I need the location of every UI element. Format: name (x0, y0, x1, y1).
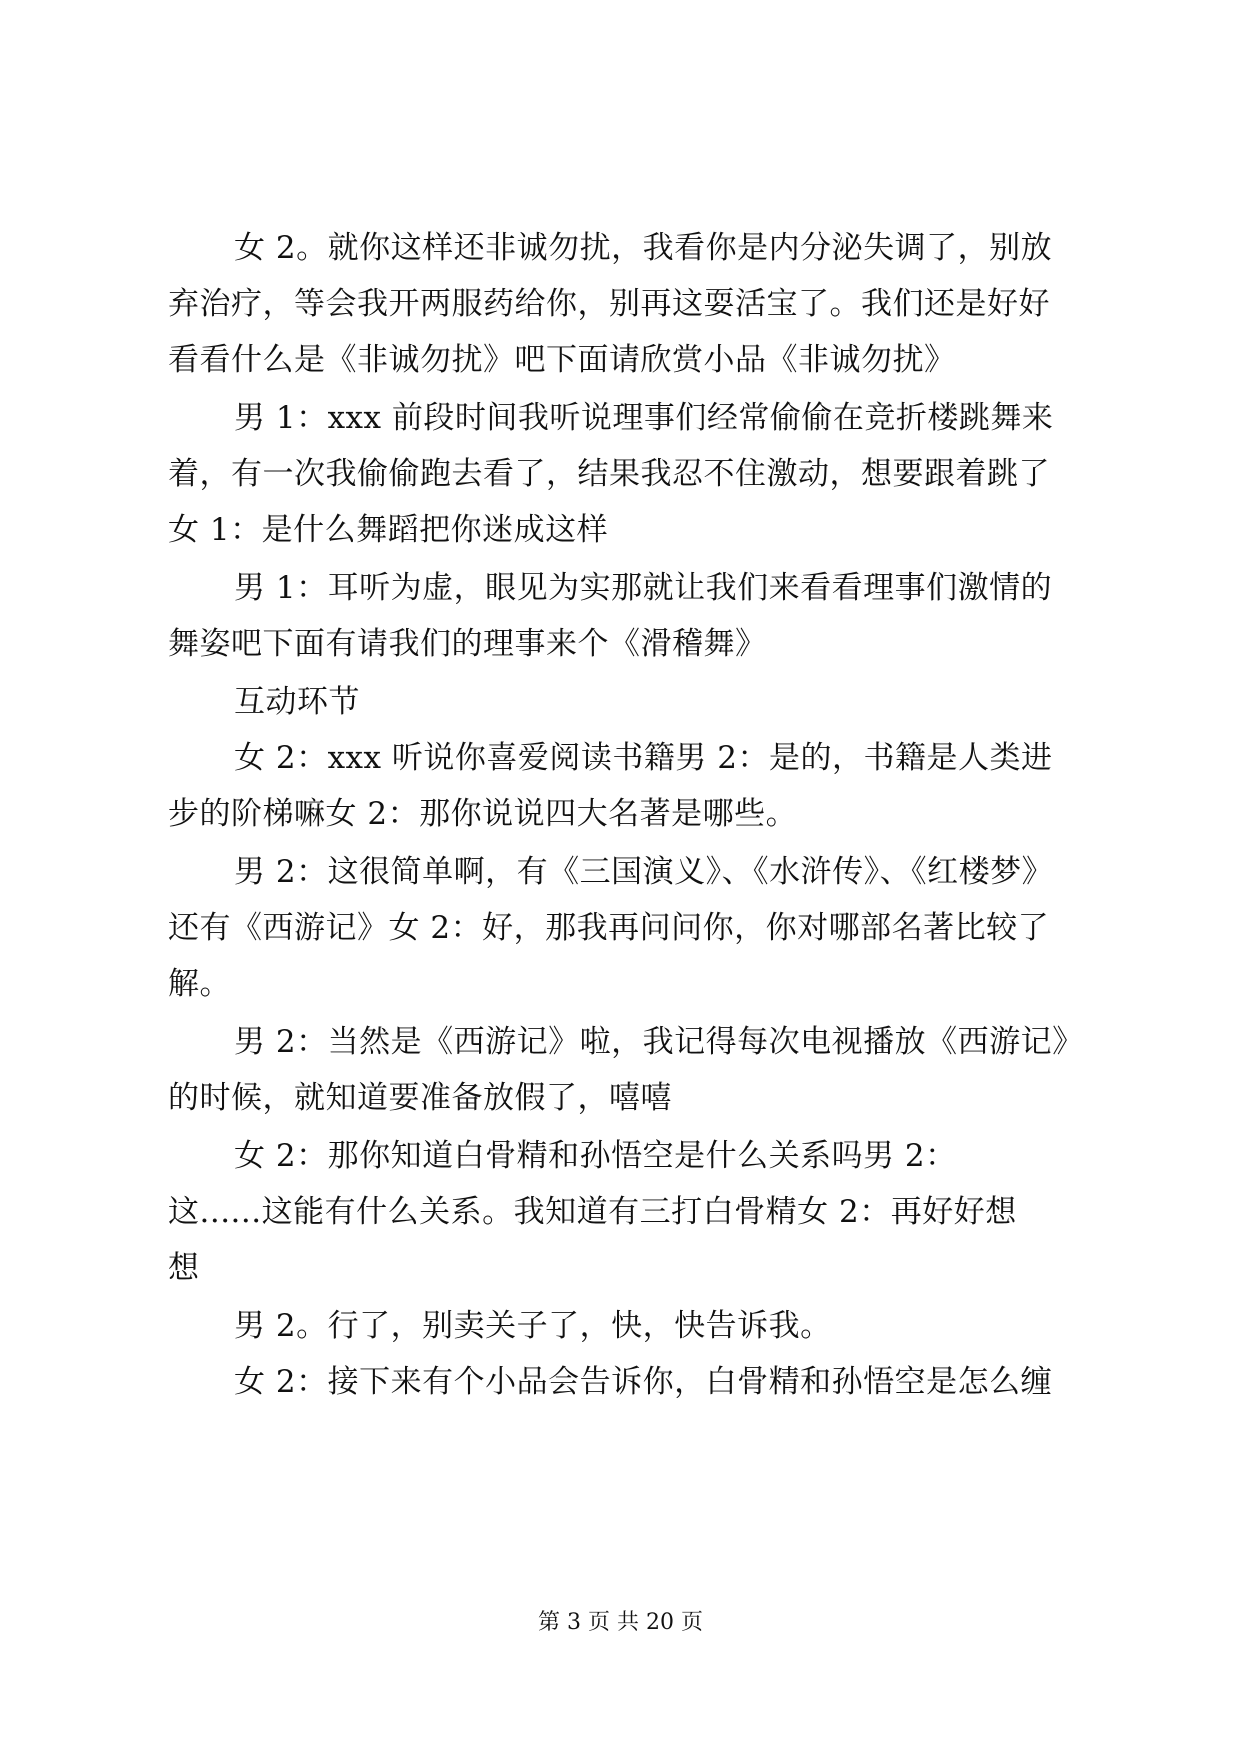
text-line: 弃治疗，等会我开两服药给你，别再这耍活宝了。我们还是好好 (168, 286, 1050, 322)
page-number-footer: 第 3 页 共 20 页 (538, 1610, 703, 1635)
text-line: 女 2：xxx 听说你喜爱阅读书籍男 2：是的，书籍是人类进 (234, 740, 1053, 776)
text-line: 女 2：那你知道白骨精和孙悟空是什么关系吗男 2： (234, 1138, 957, 1174)
text-line: 女 1：是什么舞蹈把你迷成这样 (168, 512, 609, 548)
text-line: 男 1：耳听为虚，眼见为实那就让我们来看看理事们激情的 (234, 570, 1053, 606)
text-line: 的时候，就知道要准备放假了，嘻嘻 (168, 1080, 672, 1116)
text-line: 还有《西游记》女 2：好，那我再问问你，你对哪部名著比较了 (168, 910, 1050, 946)
text-line: 男 2：当然是《西游记》啦，我记得每次电视播放《西游记》 (234, 1024, 1084, 1060)
text-line: 舞姿吧下面有请我们的理事来个《滑稽舞》 (168, 626, 767, 662)
text-line: 步的阶梯嘛女 2：那你说说四大名著是哪些。 (168, 796, 798, 832)
text-line: 女 2。就你这样还非诚勿扰，我看你是内分泌失调了，别放 (234, 230, 1053, 266)
text-line: 男 2。行了，别卖关子了，快，快告诉我。 (234, 1308, 832, 1344)
text-line: 着，有一次我偷偷跑去看了，结果我忍不住激动，想要跟着跳了 (168, 456, 1050, 492)
text-line: 想 (168, 1250, 200, 1286)
text-line: 男 2：这很简单啊，有《三国演义》、《水浒传》、《红楼梦》 (234, 854, 1054, 890)
text-line: 女 2：接下来有个小品会告诉你，白骨精和孙悟空是怎么缠 (234, 1364, 1053, 1400)
text-line: 解。 (168, 966, 231, 1002)
text-line: 男 1：xxx 前段时间我听说理事们经常偷偷在竞折楼跳舞来 (234, 400, 1054, 436)
text-line: 这......这能有什么关系。我知道有三打白骨精女 2：再好好想 (168, 1194, 1017, 1230)
text-line: 看看什么是《非诚勿扰》吧下面请欣赏小品《非诚勿扰》 (168, 342, 956, 378)
text-line: 互动环节 (234, 684, 360, 720)
